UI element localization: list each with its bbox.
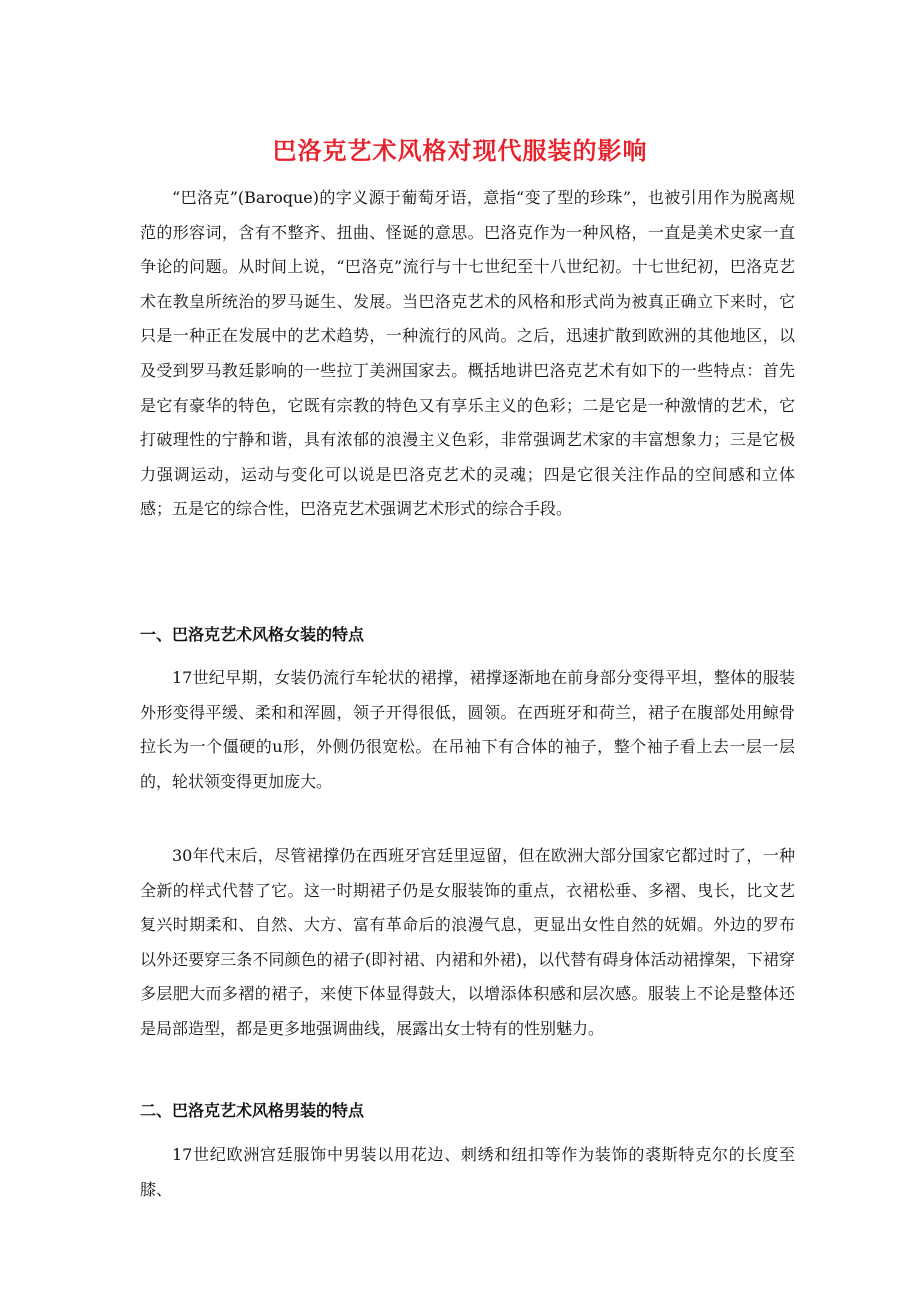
womens-wear-paragraph-1: 17世纪早期，女装仍流行车轮状的裙撑，裙撑逐渐地在前身部分变得平坦，整体的服装外形变得平缓、柔和和浑圆，领子开得很低，圆领。在西班牙和荷兰，裙子在腹部处用鲸骨拉长为一个僵硬的u形，外侧仍很宽松。在吊袖下有合体的袖子，整个袖子看上去一层一层的，轮状领变得更加庞大。 xyxy=(140,668,795,791)
section-heading-mens-wear: 二、巴洛克艺术风格男装的特点 xyxy=(140,1101,365,1120)
womens-wear-paragraph-2: 30年代末后，尽管裙撑仍在西班牙宫廷里逗留，但在欧洲大部分国家它都过时了，一种全新的样式代替了它。这一时期裙子仍是女服装饰的重点，衣裙松垂、多褶、曳长，比文艺复兴时期柔和、自然、大方、富有革命后的浪漫气息，更显出女性自然的妩媚。外边的罗布以外还要穿三条不同颜色的裙子(即衬裙、内裙和外裙)，以代替有碍身体活动裙撑架，下裙穿多层肥大而多褶的裙子，来使下体显得鼓大，以增添体积感和层次感。服装上不论是整体还是局部造型，都是更多地强调曲线，展露出女士特有的性别魅力。 xyxy=(140,846,795,1038)
page-title: 巴洛克艺术风格对现代服装的影响 xyxy=(272,137,648,166)
mens-wear-paragraph-1: 17世纪欧洲宫廷服饰中男装以用花边、刺绣和纽扣等作为装饰的裘斯特克尔的长度至膝、 xyxy=(140,1145,795,1199)
section-heading-womens-wear: 一、巴洛克艺术风格女装的特点 xyxy=(140,625,365,644)
intro-paragraph: “巴洛克”(Baroque)的字义源于葡萄牙语，意指“变了型的珍珠”，也被引用作为脱离规范的形容词，含有不整齐、扭曲、怪诞的意思。巴洛克作为一种风格，一直是美术史家一直争论的问题。从时间上说，“巴洛克”流行与十七世纪至十八世纪初。十七世纪初，巴洛克艺术在教皇所统治的罗马诞生、发展。当巴洛克艺术的风格和形式尚为被真正确立下来时，它只是一种正在发展中的艺术趋势，一种流行的风尚。之后，迅速扩散到欧洲的其他地区，以及受到罗马教廷影响的一些拉丁美洲国家去。概括地讲巴洛克艺术有如下的一些特点：首先是它有豪华的特色，它既有宗教的特色又有享乐主义的色彩；二是它是一种激情的艺术，它打破理性的宁静和谐，具有浓郁的浪漫主义色彩，非常强调艺术家的丰富想象力；三是它极力强调运动，运动与变化可以说是巴洛克艺术的灵魂；四是它很关注作品的空间感和立体感；五是它的综合性，巴洛克艺术强调艺术形式的综合手段。 xyxy=(140,188,795,519)
